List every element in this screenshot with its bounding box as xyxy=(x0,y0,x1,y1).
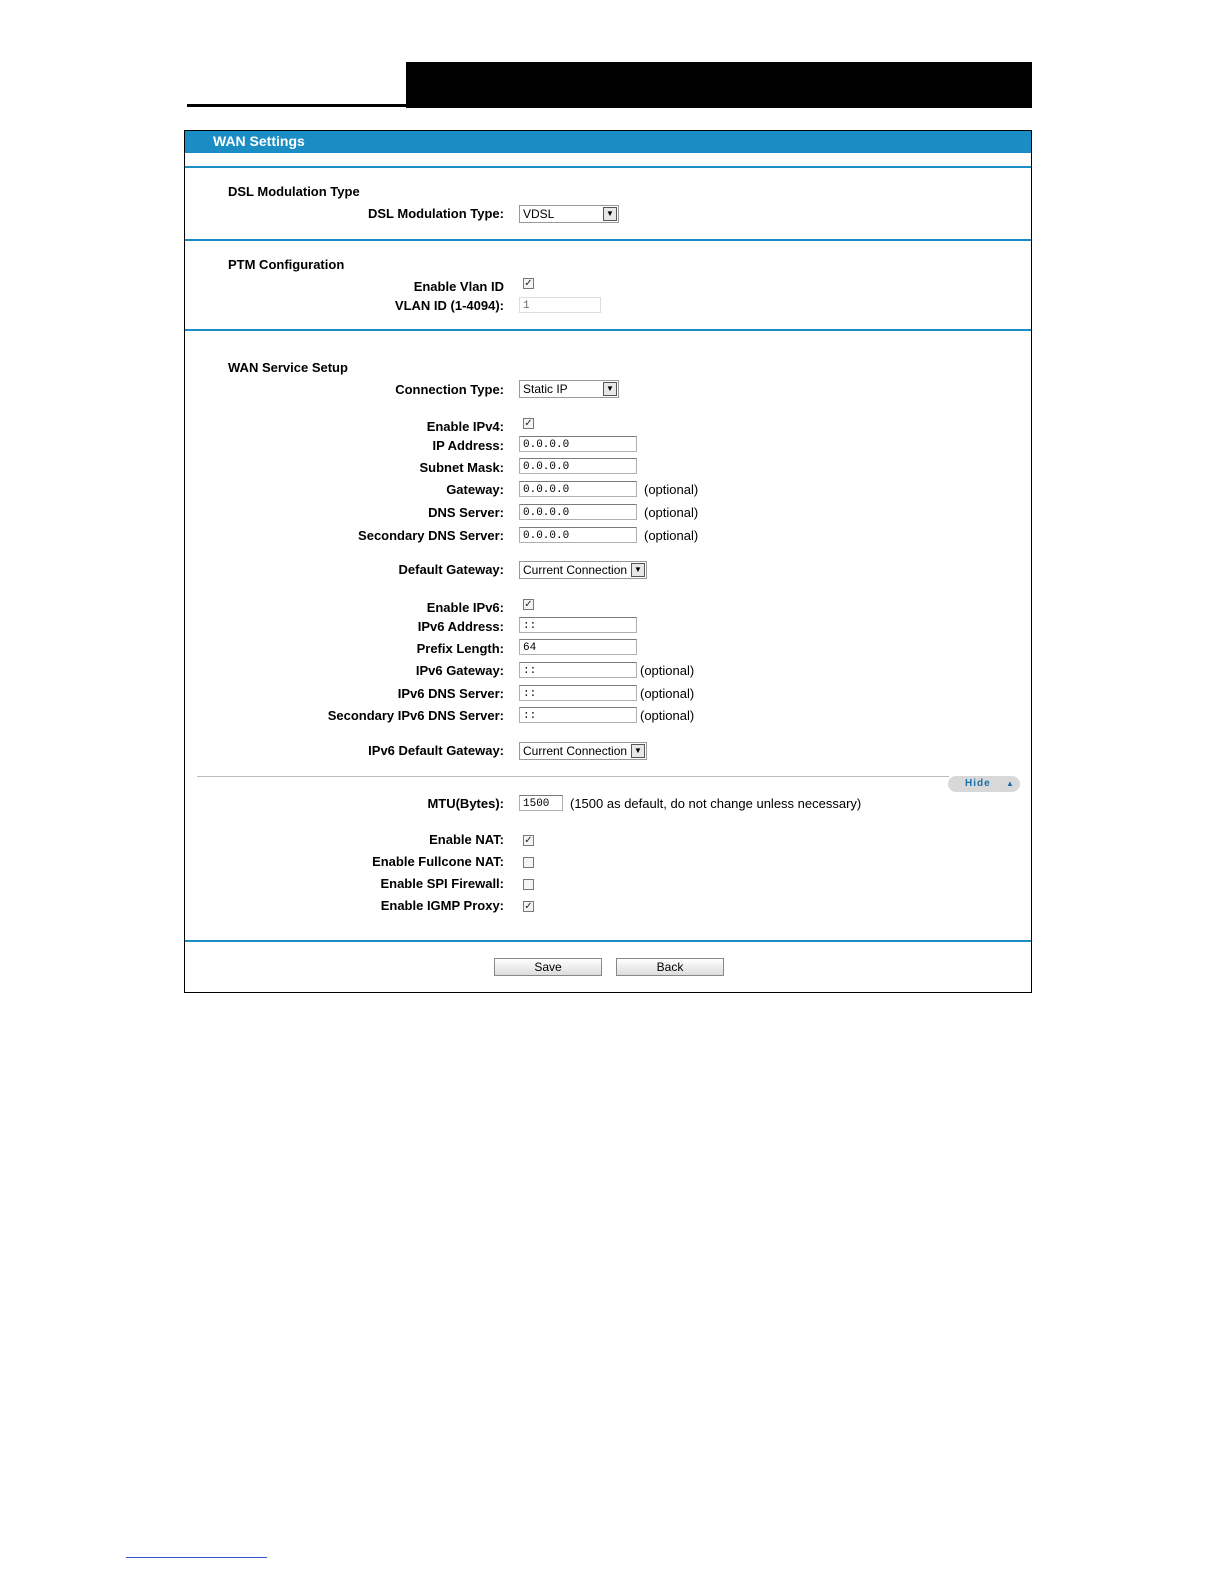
mtu-note: (1500 as default, do not change unless necessary) xyxy=(570,796,862,811)
secondary-ipv6-dns-optional-note: (optional) xyxy=(640,708,695,723)
enable-ipv6-label: Enable IPv6: xyxy=(426,600,504,615)
mtu-input[interactable]: 1500 xyxy=(519,795,563,811)
header-underline xyxy=(187,104,407,107)
dns-server-label: DNS Server: xyxy=(428,505,504,520)
header-black-bar xyxy=(406,62,1032,108)
default-gateway-label: Default Gateway: xyxy=(398,562,504,577)
mtu-label: MTU(Bytes): xyxy=(427,796,504,811)
enable-vlan-label: Enable Vlan ID xyxy=(413,279,504,294)
wan-settings-panel xyxy=(184,130,1032,993)
panel-title: WAN Settings xyxy=(213,133,305,149)
ipv6-address-label: IPv6 Address: xyxy=(417,619,504,634)
ipv6-gateway-label: IPv6 Gateway: xyxy=(415,663,504,678)
save-button[interactable]: Save xyxy=(494,958,602,976)
ipv6-default-gateway-value: Current Connection xyxy=(523,744,628,758)
vlan-id-label: VLAN ID (1-4094): xyxy=(394,298,504,313)
ipv6-address-input[interactable]: :: xyxy=(519,617,637,633)
secondary-dns-input[interactable]: 0.0.0.0 xyxy=(519,527,637,543)
gateway-input[interactable]: 0.0.0.0 xyxy=(519,481,637,497)
secondary-dns-label: Secondary DNS Server: xyxy=(358,528,504,543)
default-gateway-select[interactable] xyxy=(519,561,647,579)
ipv6-default-gateway-label: IPv6 Default Gateway: xyxy=(368,743,504,758)
dns-server-input[interactable]: 0.0.0.0 xyxy=(519,504,637,520)
ipv6-dns-input[interactable]: :: xyxy=(519,685,637,701)
chevron-down-icon: ▼ xyxy=(603,207,617,221)
enable-ipv6-checkbox[interactable]: ✓ xyxy=(524,599,533,610)
enable-fullcone-nat-checkbox[interactable] xyxy=(523,857,534,868)
ipv6-gateway-input[interactable]: :: xyxy=(519,662,637,678)
enable-igmp-proxy-label: Enable IGMP Proxy: xyxy=(380,898,504,913)
enable-ipv4-checkbox[interactable]: ✓ xyxy=(524,418,533,429)
vlan-id-input[interactable]: 1 xyxy=(519,297,601,313)
dsl-type-value: VDSL xyxy=(523,207,555,221)
dsl-type-label: DSL Modulation Type: xyxy=(367,206,504,221)
wan-section-title: WAN Service Setup xyxy=(228,360,348,375)
ip-address-label: IP Address: xyxy=(432,438,504,453)
default-gateway-value: Current Connection xyxy=(523,563,628,577)
enable-spi-firewall-label: Enable SPI Firewall: xyxy=(380,876,504,891)
ipv6-gateway-optional-note: (optional) xyxy=(640,663,695,678)
gateway-label: Gateway: xyxy=(446,482,504,497)
ptm-section-title: PTM Configuration xyxy=(228,257,345,272)
chevron-down-icon: ▼ xyxy=(603,382,617,396)
section-divider xyxy=(185,329,1031,331)
back-button[interactable]: Back xyxy=(616,958,724,976)
enable-nat-label: Enable NAT: xyxy=(429,832,504,847)
ipv6-dns-optional-note: (optional) xyxy=(640,686,695,701)
subnet-mask-label: Subnet Mask: xyxy=(419,460,504,475)
gateway-optional-note: (optional) xyxy=(644,482,699,497)
advanced-divider xyxy=(197,776,949,777)
chevron-up-icon: ▲ xyxy=(1006,779,1015,788)
dsl-type-select[interactable] xyxy=(519,205,619,223)
chevron-down-icon: ▼ xyxy=(631,563,645,577)
connection-type-label: Connection Type: xyxy=(395,382,504,397)
hide-label: Hide xyxy=(965,778,991,789)
section-divider xyxy=(185,239,1031,241)
dns-optional-note: (optional) xyxy=(644,505,699,520)
prefix-length-input[interactable]: 64 xyxy=(519,639,637,655)
enable-fullcone-nat-label: Enable Fullcone NAT: xyxy=(372,854,504,869)
enable-nat-checkbox[interactable]: ✓ xyxy=(524,835,533,846)
secondary-ipv6-dns-label: Secondary IPv6 DNS Server: xyxy=(327,708,504,723)
enable-ipv4-label: Enable IPv4: xyxy=(426,419,504,434)
enable-vlan-checkbox[interactable]: ✓ xyxy=(524,278,533,289)
subnet-mask-input[interactable]: 0.0.0.0 xyxy=(519,458,637,474)
secondary-ipv6-dns-input[interactable]: :: xyxy=(519,707,637,723)
section-divider xyxy=(185,940,1031,942)
ip-address-input[interactable]: 0.0.0.0 xyxy=(519,436,637,452)
chevron-down-icon: ▼ xyxy=(631,744,645,758)
section-divider xyxy=(185,166,1031,168)
connection-type-select[interactable] xyxy=(519,380,619,398)
dsl-section-title: DSL Modulation Type xyxy=(228,184,360,199)
enable-spi-firewall-checkbox[interactable] xyxy=(523,879,534,890)
secondary-dns-optional-note: (optional) xyxy=(644,528,699,543)
prefix-length-label: Prefix Length: xyxy=(416,641,504,656)
ipv6-default-gateway-select[interactable] xyxy=(519,742,647,760)
ipv6-dns-label: IPv6 DNS Server: xyxy=(397,686,504,701)
panel-titlebar xyxy=(185,131,1031,153)
connection-type-value: Static IP xyxy=(523,382,568,396)
footer-link-underline xyxy=(126,1557,267,1558)
enable-igmp-proxy-checkbox[interactable]: ✓ xyxy=(524,901,533,912)
hide-advanced-button[interactable] xyxy=(948,776,1020,792)
